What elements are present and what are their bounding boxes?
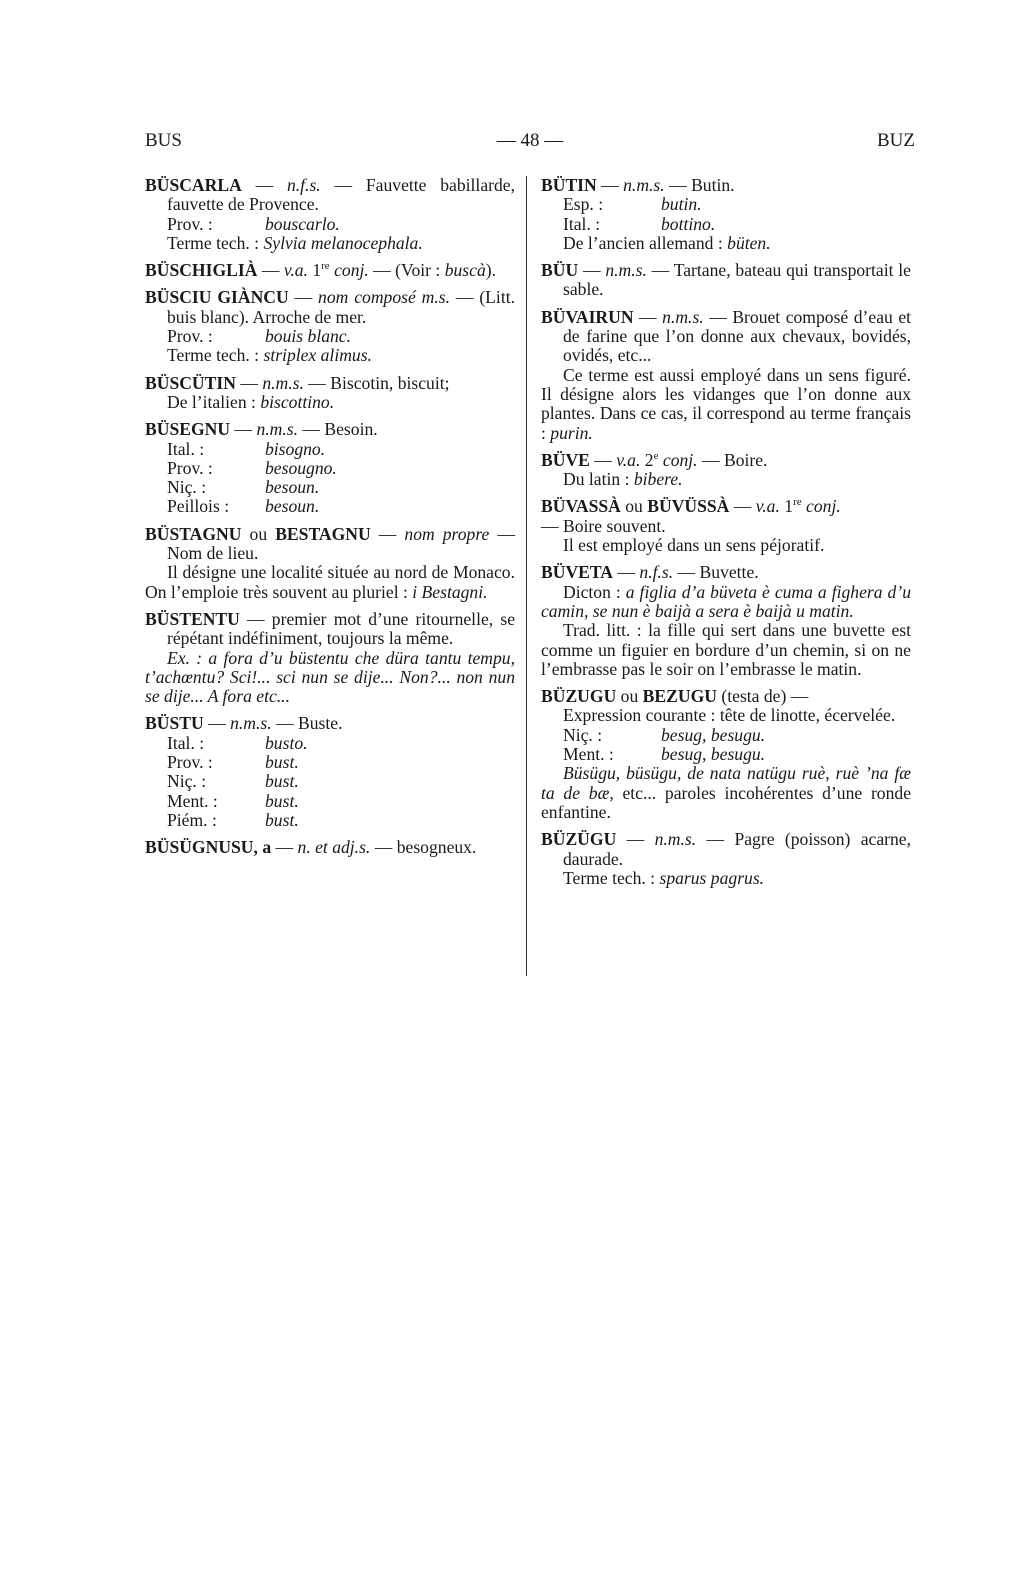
entry-line [145, 288, 515, 327]
definition: Fauvette babillarde, fauvette de Provence. [167, 175, 515, 215]
definition: Tartane, bateau qui transportait le sable. [563, 260, 911, 300]
entry-buschiglia [145, 261, 515, 280]
separator: — [320, 175, 366, 195]
see-also: — (Voir : [368, 260, 445, 281]
label: Peillois : [167, 496, 230, 517]
headword-variant: BESTAGNU [275, 523, 371, 544]
value: besug, besugu. [661, 724, 766, 745]
label: Esp. : [563, 194, 604, 215]
separator: — [203, 713, 231, 734]
page-number: — 48 — [496, 130, 564, 151]
separator: — [271, 713, 298, 734]
entry-bustagnu [145, 525, 515, 602]
part-of-speech: v.a. [616, 449, 641, 470]
part-of-speech: n.m.s. [262, 372, 304, 393]
headword: BÜSTU [145, 713, 204, 734]
value: biscottino. [260, 391, 335, 412]
headword: BÜSÜGNUSU, a [145, 837, 272, 858]
definition: Nom de lieu. [167, 543, 259, 564]
part-of-speech: n.m.s. [256, 419, 298, 440]
part-of-speech: v.a. [283, 260, 308, 281]
label: Prov. : [167, 752, 213, 773]
value: bust. [265, 771, 299, 792]
value: sparus pagrus. [659, 867, 765, 888]
part-of-speech: n.f.s. [286, 175, 321, 195]
form-line [145, 478, 515, 497]
definition: Expression courante : tête de linotte, écervelée. [563, 705, 896, 726]
definition: Buste. [298, 713, 343, 734]
entry-buvassa [541, 497, 911, 555]
part-of-speech: nom composé m.s. [318, 287, 450, 308]
form-line [145, 497, 515, 516]
note-text: Il désigne une localité située au nord de Monaco. On l’emploie très souvent au pluriel : [145, 562, 515, 602]
header-right-guide-word: BUZ [877, 130, 915, 151]
label: Ment. : [563, 744, 614, 765]
label: Ital. : [563, 213, 601, 234]
headword: BÜSCÜTIN [145, 372, 236, 393]
note-paragraph [541, 366, 911, 443]
entry-line [145, 838, 515, 857]
headword: BÜSTENTU [145, 608, 240, 629]
part-of-speech: n.m.s. [662, 306, 704, 327]
definition: — (Litt. buis blanc). Arroche de mer. [167, 287, 515, 327]
entry-line [541, 830, 911, 869]
entry-line [145, 261, 515, 280]
separator: — [646, 260, 674, 281]
label: De l’italien : [167, 391, 261, 412]
entry-butin [541, 176, 911, 253]
value: besoun. [265, 477, 320, 498]
headword: BÜSEGNU [145, 419, 231, 440]
entry-line [145, 374, 515, 393]
value: bust. [265, 809, 299, 830]
definition: Brouet composé d’eau et de farine que l’on donne aux chevaux, bovidés, ovidés, etc... [563, 306, 912, 366]
left-column [145, 176, 515, 866]
value: besougno. [265, 457, 337, 478]
definition: Boire. [723, 449, 768, 470]
form-line [145, 753, 515, 772]
headword: BÜZÜGU [541, 829, 617, 850]
superscript: e [653, 450, 659, 462]
form-line [541, 215, 911, 234]
form-line [145, 811, 515, 830]
label: Ital. : [167, 438, 205, 459]
plural-form: i Bestagni. [412, 581, 488, 602]
form-line [145, 772, 515, 791]
entry-busciu-giancu [145, 288, 515, 365]
entry-line [541, 176, 911, 195]
tech-term-line [145, 346, 515, 365]
form-line [145, 459, 515, 478]
separator: — [241, 175, 287, 195]
part-of-speech: n.m.s. [605, 260, 647, 281]
separator: — [235, 372, 263, 393]
value: bouscarlo. [265, 213, 340, 234]
entry-line [541, 451, 911, 470]
note-paragraph [145, 563, 515, 602]
value: bottino. [661, 213, 716, 234]
entry-line [145, 176, 515, 215]
form-line [541, 726, 911, 745]
form-line [145, 440, 515, 459]
headword: BÜVE [541, 449, 590, 470]
definition: Butin. [691, 175, 735, 195]
entry-line [541, 497, 911, 516]
definition: besogneux. [396, 837, 477, 858]
definition-line [541, 517, 911, 536]
label: Niç. : [167, 477, 207, 498]
origin-line [541, 234, 911, 253]
value: striplex alimus. [263, 345, 372, 366]
note-paragraph [541, 536, 911, 555]
translation-text: Trad. litt. : la fille qui sert dans une buvette est comme un figuier en bordure d’un chemin, si on ne l’embrasse pas le soir on l’embrasse le matin. [541, 620, 911, 679]
separator: — [696, 829, 735, 850]
conjugation-number: 2 [640, 449, 654, 470]
label: Ment. : [167, 790, 218, 811]
headword: BÜSCARLA [145, 175, 242, 195]
entry-line [541, 687, 911, 706]
separator: — [633, 306, 663, 327]
page-header [145, 128, 915, 154]
entry-buzugu [541, 687, 911, 822]
entry-bustu [145, 714, 515, 830]
definition: — premier mot d’une ritournelle, se répétant indéfiniment, toujours la même. [167, 608, 515, 649]
dicton-text: a figlia d’a büveta è cuma a fighera d’u camin, se nun è baijà a sera è baijà u matin. [541, 581, 911, 621]
value: besoun. [265, 496, 320, 517]
headword: BÜU [541, 260, 579, 281]
cross-reference: buscà [444, 260, 486, 281]
entry-line [541, 308, 911, 366]
conjugation: conj. [658, 449, 698, 470]
french-term: purin. [550, 422, 593, 443]
origin-line [541, 470, 911, 489]
conjugation-number: 1 [307, 260, 322, 281]
superscript: re [321, 260, 330, 273]
conjugation: conj. [801, 496, 841, 517]
separator: — [370, 523, 405, 544]
conjunction: ou [616, 686, 643, 707]
separator: — [230, 419, 257, 440]
value: büten. [727, 232, 771, 253]
dicton-label: Dicton : [563, 581, 626, 602]
provencal-line [145, 327, 515, 346]
separator: — [616, 829, 655, 850]
headword: BÜZUGU [541, 686, 617, 707]
headword-variant: BEZUGU [642, 686, 717, 707]
label: Piém. : [167, 809, 217, 830]
example-paragraph [145, 649, 515, 707]
entry-bustentu [145, 610, 515, 706]
part-of-speech: n. et adj.s. [297, 837, 371, 858]
label: Ital. : [167, 732, 205, 753]
label: Niç. : [563, 724, 603, 745]
column-divider [526, 176, 527, 976]
label: Terme tech. : [167, 232, 264, 253]
value: busto. [265, 732, 308, 753]
value: bisogno. [265, 438, 326, 459]
headword: BÜSCHIGLIÀ [145, 260, 258, 281]
part-of-speech: nom propre [404, 523, 490, 544]
label: De l’ancien allemand : [563, 232, 728, 253]
definition-line [541, 706, 911, 725]
translation-paragraph [541, 621, 911, 679]
headword: BÜVETA [541, 562, 614, 583]
label: Terme tech. : [563, 867, 660, 888]
form-line [145, 792, 515, 811]
value: bouis blanc. [265, 326, 352, 347]
part-of-speech: n.m.s. [654, 829, 697, 850]
header-left-guide-word: BUS [145, 130, 182, 151]
label: Du latin : [563, 469, 634, 490]
value: bibere. [633, 469, 683, 490]
headword: BÜVASSÀ [541, 496, 621, 517]
entry-line [541, 261, 911, 300]
origin-line [145, 393, 515, 412]
entry-buveta [541, 563, 911, 679]
separator: — [271, 837, 298, 858]
entry-buu [541, 261, 911, 300]
note-text: Il est employé dans un sens péjoratif. [563, 535, 825, 556]
separator: — [664, 175, 692, 195]
provencal-line [145, 215, 515, 234]
entry-buzugu-fish [541, 830, 911, 888]
separator: — [673, 562, 700, 583]
tech-term-line [145, 234, 515, 253]
separator: — [596, 175, 624, 195]
separator: — [257, 260, 284, 281]
form-line [541, 745, 911, 764]
separator: — [613, 562, 640, 583]
value: bust. [265, 752, 299, 773]
headword: BÜTIN [541, 175, 597, 195]
entry-line [541, 563, 911, 582]
value: Sylvia melanocephala. [263, 232, 423, 253]
label: Prov. : [167, 326, 213, 347]
headword: BÜSTAGNU [145, 523, 242, 544]
separator: — [370, 837, 397, 858]
value: bust. [265, 790, 299, 811]
conjugation: conj. [329, 260, 369, 281]
separator: — [288, 287, 319, 308]
separator: — [298, 419, 325, 440]
part-of-speech: n.m.s. [623, 175, 665, 195]
definition: Buvette. [699, 562, 759, 583]
definition: — Boire souvent. [541, 515, 666, 536]
separator: — [489, 523, 516, 544]
label: Niç. : [167, 771, 207, 792]
right-column [541, 176, 911, 896]
form-line [541, 195, 911, 214]
conjunction: ou [241, 523, 276, 544]
tech-term-line [541, 869, 911, 888]
separator: — [303, 372, 331, 393]
entry-buvairun [541, 308, 911, 443]
part-of-speech: n.m.s. [230, 713, 272, 734]
part-of-speech: n.f.s. [639, 562, 674, 583]
headword: BÜVAIRUN [541, 306, 634, 327]
entry-busugnusu [145, 838, 515, 857]
entry-busegnu [145, 420, 515, 516]
separator: — [578, 260, 606, 281]
value: butin. [661, 194, 702, 215]
rhyme-text: Büsügu, büsügu, de nata natügu ruè, ruè ’na fæ ta de bæ [541, 763, 911, 803]
separator: — [703, 306, 733, 327]
rhyme-explanation: , etc... paroles incohérentes d’une ronde enfantine. [541, 782, 911, 822]
superscript: re [793, 496, 802, 509]
conjunction: ou [620, 496, 648, 517]
entry-line [145, 420, 515, 439]
example-text: Ex. : a fora d’u büstentu che düra tantu tempu, t’achœntu? Sci!... sci nun se dije... Non?... non nun se dije... A fora etc... [145, 647, 515, 707]
separator: — [697, 449, 724, 470]
label: Prov. : [167, 457, 213, 478]
conjugation-number: 1 [779, 496, 794, 517]
dicton-paragraph [541, 583, 911, 622]
separator: — [589, 449, 617, 470]
entry-line [145, 714, 515, 733]
definition: Pagre (poisson) acarne, daurade. [563, 829, 912, 869]
entry-buscutin [145, 374, 515, 413]
part-of-speech: v.a. [755, 496, 780, 517]
headword-variant: BÜVÜSSÀ [647, 496, 730, 517]
entry-line [145, 525, 515, 564]
value: besug, besugu. [661, 744, 766, 765]
definition: Besoin. [324, 419, 378, 440]
separator: — [729, 496, 756, 517]
rhyme-paragraph [541, 764, 911, 822]
qualifier: (testa de) — [716, 686, 809, 707]
form-line [145, 734, 515, 753]
entry-buve [541, 451, 911, 490]
definition: Biscotin, biscuit; [330, 372, 450, 393]
label: Prov. : [167, 213, 213, 234]
headword: BÜSCIU GIÀNCU [145, 287, 289, 308]
note-text: Ce terme est aussi employé dans un sens figuré. Il désigne alors les vidanges que l’on donne aux plantes. Dans ce cas, il correspond au terme français : [541, 364, 911, 443]
entry-buscarla [145, 176, 515, 253]
punctuation: ). [485, 260, 497, 281]
entry-line [145, 610, 515, 649]
label: Terme tech. : [167, 345, 264, 366]
